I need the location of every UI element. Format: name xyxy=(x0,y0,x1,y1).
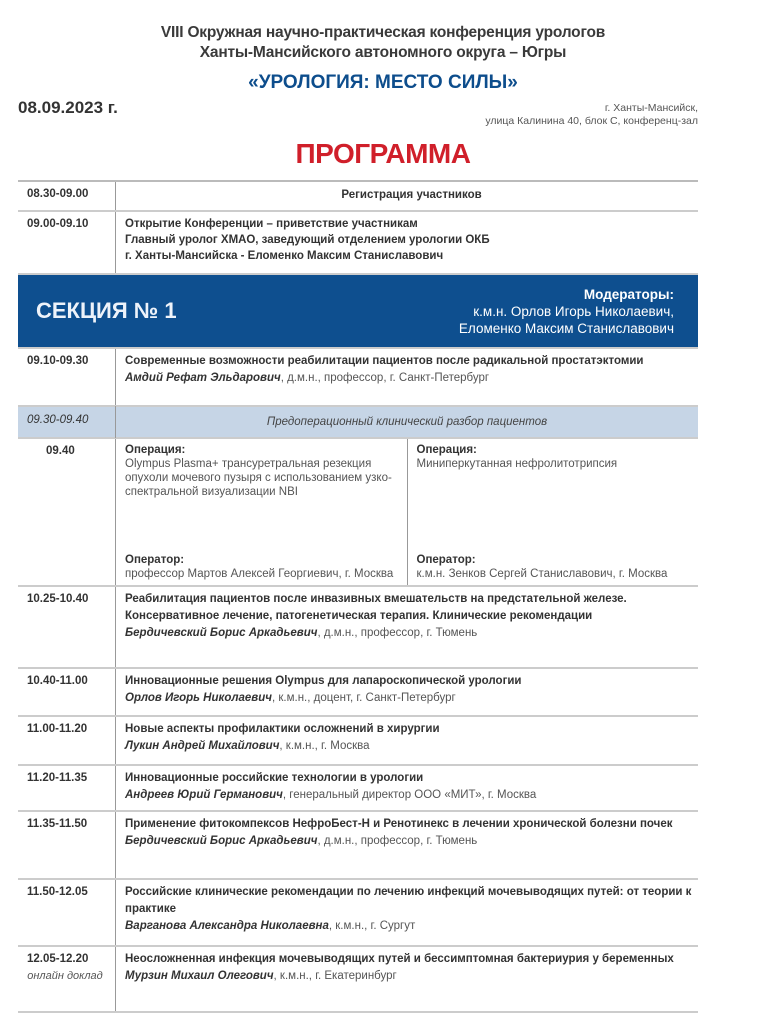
operator-label: Оператор: xyxy=(416,554,476,566)
opening-line: Главный уролог ХМАО, заведующий отделением урологии ОКБ xyxy=(125,234,490,246)
speaker: Мурзин Михаил Олегович xyxy=(125,970,274,982)
operation-label: Операция: xyxy=(416,444,477,456)
talk-row xyxy=(18,669,698,717)
operation-right xyxy=(407,439,699,585)
operator: к.м.н. Зенков Сергей Станиславович, г. Москва xyxy=(416,568,668,580)
speaker-details: , генеральный директор ООО «МИТ», г. Москва xyxy=(282,789,537,801)
conference-title-line1: VIII Окружная научно-практическая конференция урологов xyxy=(160,24,606,41)
talk-row xyxy=(18,587,698,669)
talk-row xyxy=(18,947,698,1013)
operation-text: Olympus Plasma+ трансуретральная резекция опухоли мочевого пузыря с использованием узко-спектральной визуализации NBI xyxy=(125,458,392,498)
speaker: Варганова Александра Николаевна xyxy=(125,920,329,932)
operator-label: Оператор: xyxy=(125,554,185,566)
band-text: Предоперационный клинический разбор пациентов xyxy=(266,416,548,428)
speaker: Бердичевский Борис Аркадьевич xyxy=(125,835,318,847)
talk-row xyxy=(18,349,698,407)
operation-label: Операция: xyxy=(125,444,186,456)
speaker: Лукин Андрей Михайлович xyxy=(125,740,280,752)
talk-title: Новые аспекты профилактики осложнений в хирургии xyxy=(125,723,440,735)
time: 09.30-09.40 xyxy=(18,406,116,438)
time: 11.00-11.20 xyxy=(27,723,88,735)
time: 09.10-09.30 xyxy=(18,349,116,405)
speaker-details: , к.м.н., г. Сургут xyxy=(328,920,416,932)
operations-row xyxy=(18,439,698,587)
time: 11.20-11.35 xyxy=(27,772,88,784)
talk-title: Российские клинические рекомендации по лечению инфекций мочевыводящих путей: от теории к практике xyxy=(125,886,692,915)
operation-left xyxy=(116,439,407,585)
moderator: Еломенко Максим Станиславович xyxy=(458,320,674,336)
opening-row xyxy=(18,212,698,275)
program-table xyxy=(18,180,698,1013)
time: 10.25-10.40 xyxy=(27,593,89,605)
speaker-details: , д.м.н., профессор, г. Тюмень xyxy=(317,835,478,847)
location-address: улица Калинина 40, блок С, конференц-зал xyxy=(485,115,698,127)
event-date: 08.09.2023 г. xyxy=(18,98,118,117)
registration-text: Регистрация участников xyxy=(341,189,482,201)
talk-title: Инновационные решения Olympus для лапароскопической урологии xyxy=(125,675,522,687)
time: 09.40 xyxy=(18,439,116,585)
speaker: Андреев Юрий Германович xyxy=(125,789,283,801)
section-header xyxy=(18,275,698,349)
time-cell xyxy=(18,717,116,764)
time: 12.05-12.20 xyxy=(27,953,89,965)
operator: профессор Мартов Алексей Георгиевич, г. Москва xyxy=(125,568,394,580)
online-note: онлайн доклад xyxy=(27,970,103,982)
speaker: Бердичевский Борис Аркадьевич xyxy=(125,627,318,639)
time: 08.30-09.00 xyxy=(18,182,116,210)
talk-title: Инновационные российские технологии в урологии xyxy=(125,772,424,784)
talk-title: Неосложненная инфекция мочевыводящих путей и бессимптомная бактериурия у беременных xyxy=(125,953,674,965)
talk-title: Реабилитация пациентов после инвазивных вмешательств на предстательной железе. Консервативное лечение, патогенетическая терапия. Клинические рекомендации xyxy=(125,593,627,622)
section-title: СЕКЦИЯ № 1 xyxy=(36,298,177,323)
moderator: к.м.н. Орлов Игорь Николаевич, xyxy=(473,303,674,319)
talk-row xyxy=(18,766,698,812)
time: 11.35-11.50 xyxy=(27,818,88,830)
operation-text: Миниперкутанная нефролитотрипсия xyxy=(416,458,618,470)
event-location xyxy=(485,102,698,128)
speaker-details: , к.м.н., г. Москва xyxy=(279,740,370,752)
time-cell xyxy=(18,880,116,945)
moderators xyxy=(459,286,674,337)
time-cell xyxy=(18,812,116,878)
location-city: г. Ханты-Мансийск, xyxy=(604,102,698,114)
speaker-details: , д.м.н., профессор, г. Санкт-Петербург xyxy=(280,372,490,384)
time-cell xyxy=(18,587,116,667)
talk-row xyxy=(18,717,698,766)
time: 09.00-09.10 xyxy=(18,212,116,273)
opening-line: Открытие Конференции – приветствие участникам xyxy=(125,218,418,230)
talk-row xyxy=(18,812,698,880)
time-cell xyxy=(18,766,116,810)
conference-slogan: «УРОЛОГИЯ: МЕСТО СИЛЫ» xyxy=(248,72,518,93)
program-title: ПРОГРАММА xyxy=(295,138,471,169)
case-review-band xyxy=(18,407,698,439)
conference-title-line2: Ханты-Мансийского автономного округа – Югры xyxy=(199,44,567,61)
speaker: Орлов Игорь Николаевич xyxy=(125,692,272,704)
talk-title: Применение фитокомпексов НефроБест-Н и Ренотинекс в лечении хронической болезни почек xyxy=(125,818,673,830)
time: 10.40-11.00 xyxy=(27,675,88,687)
registration-row xyxy=(18,182,698,212)
talk-row xyxy=(18,880,698,947)
opening-line: г. Ханты-Мансийска - Еломенко Максим Станиславович xyxy=(125,250,444,262)
time-cell xyxy=(18,669,116,715)
speaker-details: , к.м.н., г. Екатеринбург xyxy=(273,970,397,982)
speaker-details: , д.м.н., профессор, г. Тюмень xyxy=(317,627,478,639)
moderators-label: Модераторы: xyxy=(583,286,674,302)
speaker-details: , к.м.н., доцент, г. Санкт-Петербург xyxy=(271,692,456,704)
talk-title: Современные возможности реабилитации пациентов после радикальной простатэктомии xyxy=(125,355,644,367)
time-cell xyxy=(18,947,116,1011)
time: 11.50-12.05 xyxy=(27,886,88,898)
speaker: Амдий Рефат Эльдарович xyxy=(125,372,281,384)
